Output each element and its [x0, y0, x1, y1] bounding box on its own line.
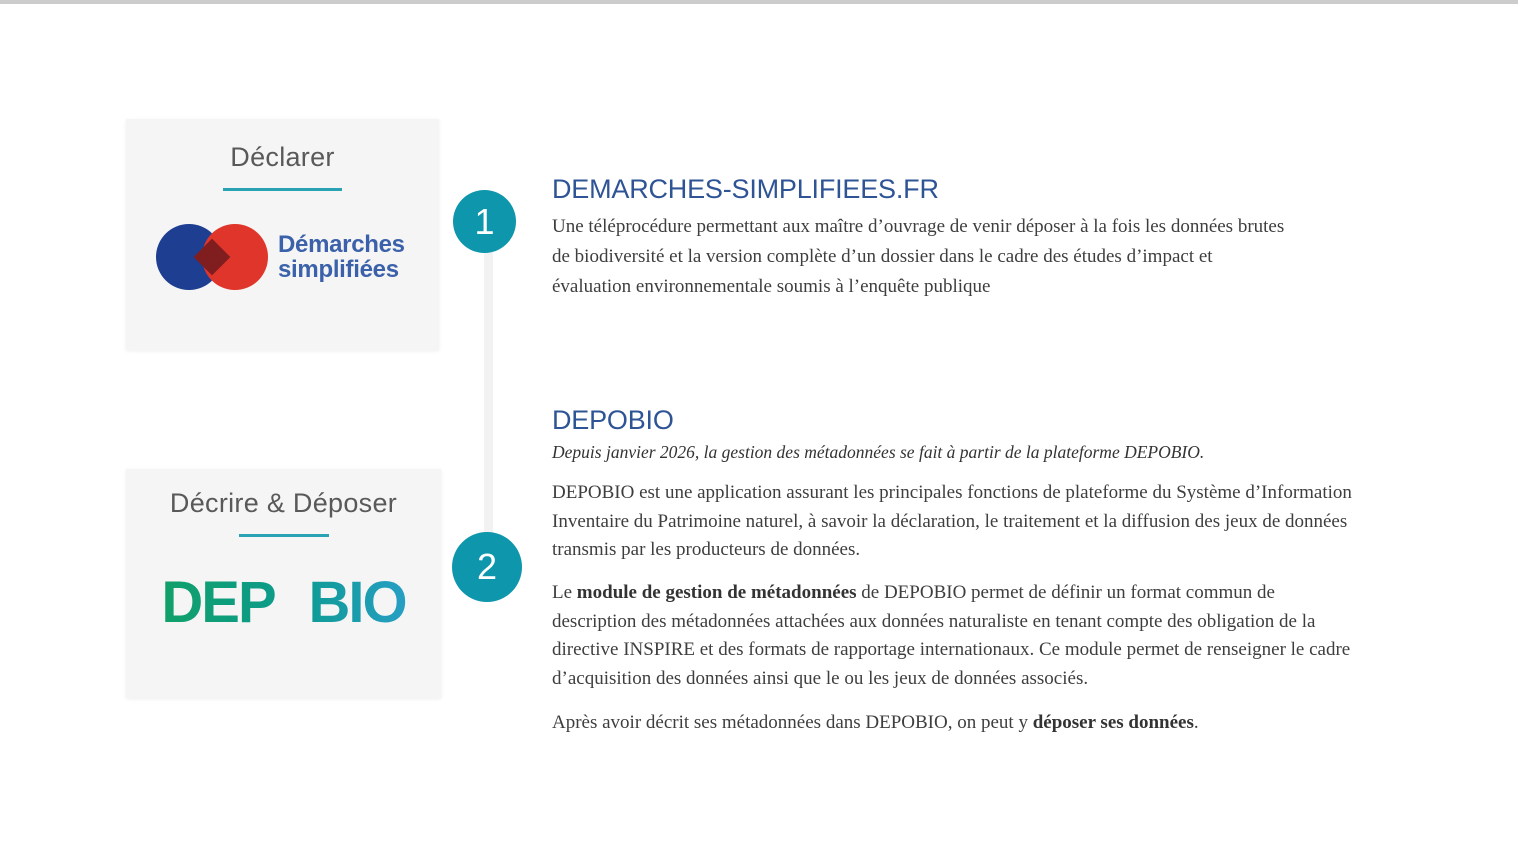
step-2-number: 2	[476, 546, 498, 587]
wordmark-line-1: Démarches	[278, 231, 405, 258]
step-2-badge	[452, 532, 522, 602]
step-2-title-underline	[239, 534, 329, 537]
depobio-heading: DEPOBIO	[552, 405, 674, 435]
depobio-logo-dep: DEP	[161, 570, 275, 635]
depobio-intro-paragraph: DEPOBIO est une application assurant les principales fonctions de plateforme du Système d’Information Inventaire du Patrimoine naturel, à savoir la déclaration, le traitement et la diffusion des jeux de données transmis par les producteurs de données.	[552, 482, 1352, 560]
timeline-connector	[484, 250, 493, 540]
step-1-card	[126, 119, 439, 350]
step-1-title-underline	[223, 188, 342, 191]
step-1-number: 1	[474, 200, 495, 242]
depobio-logo-bio: BIO	[308, 570, 406, 635]
depobio-note-italic: Depuis janvier 2026, la gestion des métadonnées se fait à partir de la plateforme DEPOBIO.	[552, 442, 1205, 462]
depobio-logo	[126, 569, 441, 636]
demarches-simplifiees-logo-icon	[156, 224, 268, 290]
step-2-card-title: Décrire & Déposer	[169, 488, 398, 518]
depobio-logo-o: O	[274, 581, 309, 633]
depobio-module-paragraph: Le module de gestion de métadonnées de DEPOBIO permet de définir un format commun de description des métadonnées attachées aux données naturaliste en tenant compte des obligation de la directive INSPIRE et des formats de rapportage internationaux. Ce module permet de renseigner le cadre d’acquisition des données ainsi que le ou les jeux de données associés.	[552, 582, 1351, 689]
depobio-deposit-paragraph: Après avoir décrit ses métadonnées dans DEPOBIO, on peut y déposer ses données.	[552, 712, 1199, 733]
top-border	[0, 0, 1518, 4]
step-2-card	[126, 469, 441, 698]
demarches-simplifiees-description: Une téléprocédure permettant aux maître d’ouvrage de venir déposer à la fois les données brutes de biodiversité et la version complète d’un dossier dans le cadre des études d’impact et évaluation environnementale soumis à l’enquête publique	[552, 216, 1285, 297]
step-1-card-title: Déclarer	[230, 142, 335, 172]
wordmark-line-2: simplifiées	[278, 256, 399, 283]
step-1-badge	[453, 190, 516, 253]
demarches-simplifiees-wordmark	[278, 232, 405, 282]
demarches-simplifiees-logo	[156, 224, 405, 290]
demarches-simplifiees-heading: DEMARCHES-SIMPLIFIEES.FR	[552, 174, 939, 204]
